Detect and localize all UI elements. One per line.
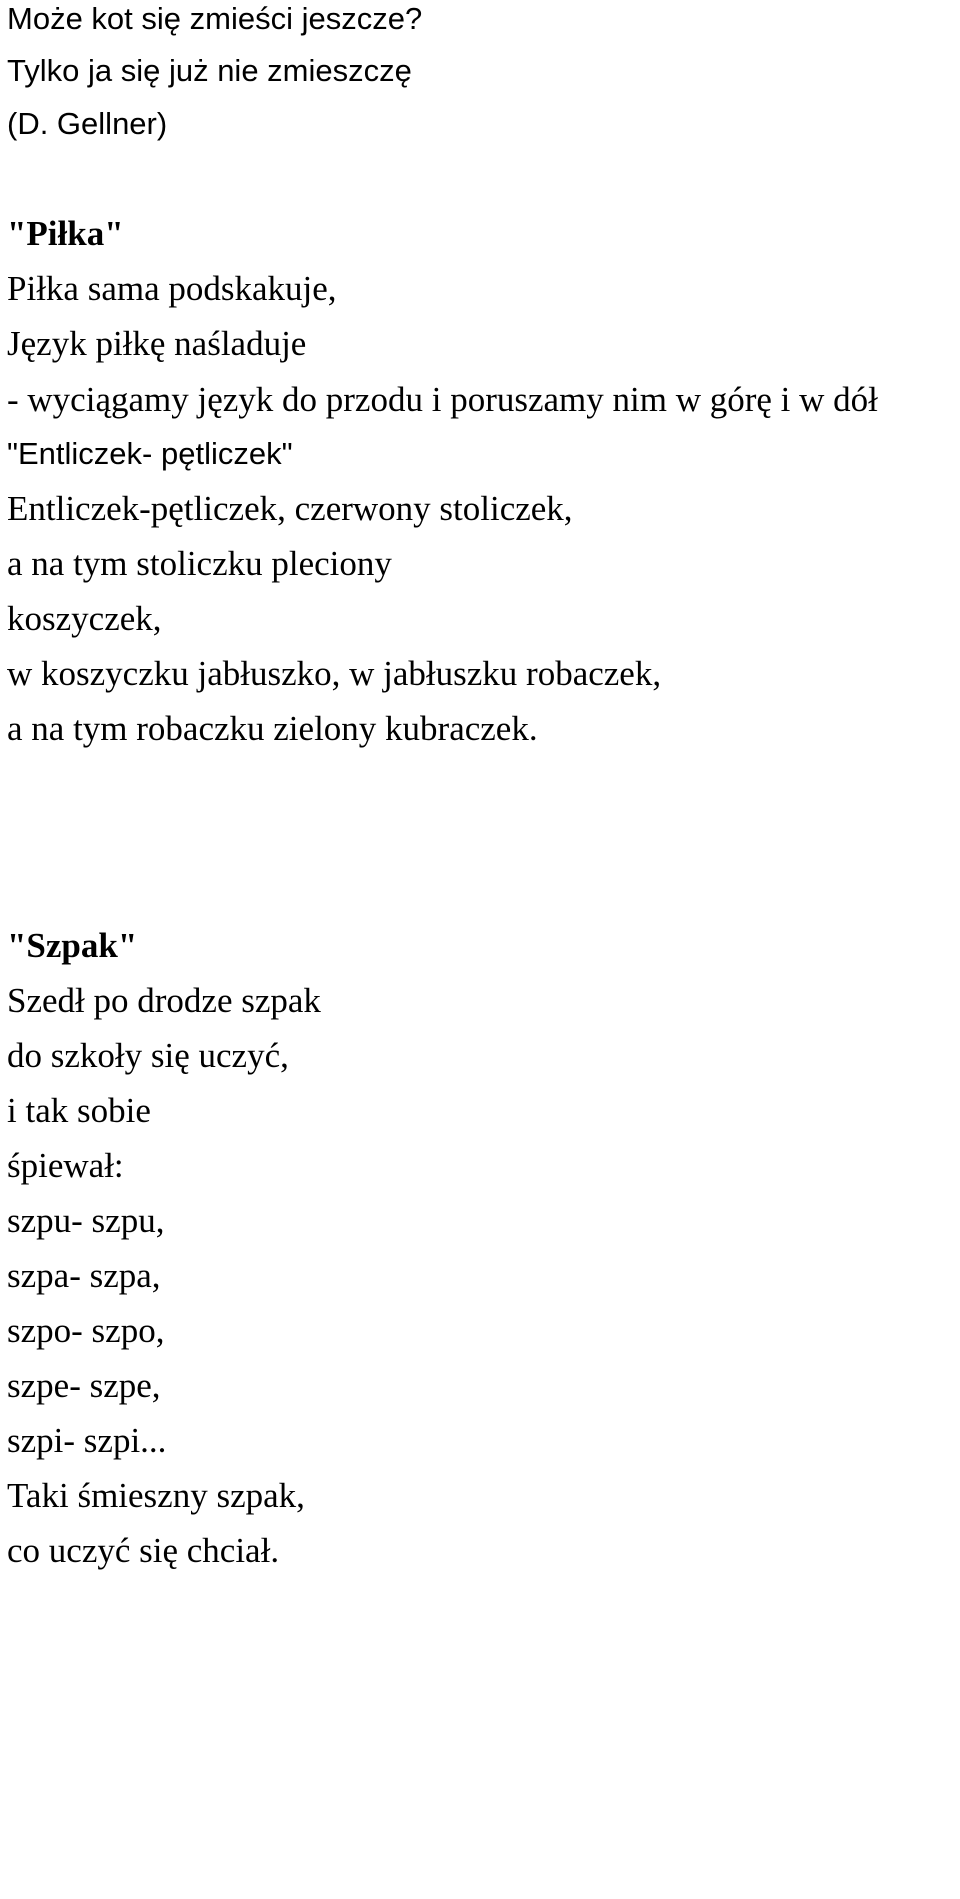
entliczek-line-2: a na tym stoliczku pleciony [7,544,392,583]
pilka-line-3: - wyciągamy język do przodu i poruszamy nim w górę i w dół [7,380,878,419]
pilka-title: "Piłka" [7,214,124,253]
szpak-line-9: szpi- szpi... [7,1421,167,1460]
szpak-line-4: śpiewał: [7,1146,124,1185]
pilka-line-1: Piłka sama podskakuje, [7,269,337,308]
szpak-line-2: do szkoły się uczyć, [7,1036,289,1075]
entliczek-title: "Entliczek- pętliczek" [7,436,293,471]
entliczek-line-3: koszyczek, [7,599,162,638]
entliczek-line-4: w koszyczku jabłuszko, w jabłuszku robaczek, [7,654,662,693]
szpak-line-10: Taki śmieszny szpak, [7,1476,305,1515]
entliczek-line-5: a na tym robaczku zielony kubraczek. [7,709,538,748]
pilka-line-2: Język piłkę naśladuje [7,324,307,363]
szpak-line-11: co uczyć się chciał. [7,1531,280,1570]
szpak-line-3: i tak sobie [7,1091,151,1130]
intro-author: (D. Gellner) [7,106,168,141]
szpak-line-6: szpa- szpa, [7,1256,161,1295]
intro-line-2: Tylko ja się już nie zmieszczę [7,53,412,88]
intro-line-1: Może kot się zmieści jeszcze? [7,1,423,36]
szpak-line-8: szpe- szpe, [7,1366,161,1405]
entliczek-line-1: Entliczek-pętliczek, czerwony stoliczek, [7,489,573,528]
szpak-line-5: szpu- szpu, [7,1201,165,1240]
szpak-line-7: szpo- szpo, [7,1311,165,1350]
szpak-line-1: Szedł po drodze szpak [7,981,321,1020]
szpak-title: "Szpak" [7,926,138,965]
